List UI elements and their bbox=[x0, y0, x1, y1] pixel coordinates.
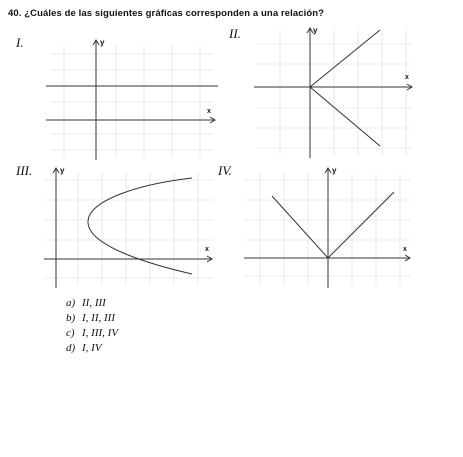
answer-options bbox=[66, 296, 118, 356]
graph-label-3: III. bbox=[16, 163, 33, 178]
graph-2-lines bbox=[254, 28, 412, 158]
graph-3 bbox=[40, 164, 220, 290]
graph-3-grid bbox=[44, 172, 214, 286]
graph-1-lines bbox=[46, 40, 218, 160]
graph-1 bbox=[42, 36, 222, 162]
graph-2-x-label: x bbox=[405, 74, 409, 81]
option-d-text: I, IV bbox=[82, 342, 102, 354]
graph-4-lines bbox=[244, 168, 410, 288]
option-b[interactable] bbox=[66, 311, 118, 326]
graph-4-canvas bbox=[240, 164, 416, 290]
graph-3-canvas bbox=[40, 164, 220, 290]
option-b-text: I, II, III bbox=[82, 312, 115, 324]
graph-label-2: II. bbox=[229, 26, 241, 41]
option-d-letter: d) bbox=[66, 342, 76, 354]
graph-3-y-label: y bbox=[60, 166, 65, 175]
graph-4 bbox=[240, 164, 416, 290]
option-a-letter: a) bbox=[66, 297, 76, 309]
graph-1-y-label: y bbox=[100, 38, 105, 47]
option-d[interactable] bbox=[66, 341, 118, 356]
graph-1-grid bbox=[50, 44, 214, 158]
graph-4-x-label: x bbox=[403, 246, 407, 253]
question-text: 40. ¿Cuáles de las siguientes gráficas corresponden a una relación? bbox=[8, 8, 325, 19]
graph-2-y-label: y bbox=[313, 26, 318, 35]
graph-4-grid bbox=[244, 172, 410, 286]
graph-4-y-label: y bbox=[332, 166, 337, 175]
option-a-text: II, III bbox=[82, 297, 106, 309]
graph-label-4: IV. bbox=[218, 163, 232, 178]
option-a[interactable] bbox=[66, 296, 118, 311]
graph-2-grid bbox=[256, 30, 412, 156]
graph-3-x-label: x bbox=[205, 246, 209, 253]
option-b-letter: b) bbox=[66, 312, 76, 324]
option-c-text: I, III, IV bbox=[82, 327, 119, 339]
graph-3-lines bbox=[44, 168, 212, 288]
option-c[interactable] bbox=[66, 326, 118, 341]
graph-2-canvas bbox=[250, 24, 418, 160]
graph-1-x-label: x bbox=[207, 108, 211, 115]
graph-1-canvas bbox=[42, 36, 222, 162]
graph-2 bbox=[250, 24, 418, 160]
graph-label-1: I. bbox=[16, 35, 24, 50]
option-c-letter: c) bbox=[66, 327, 75, 339]
